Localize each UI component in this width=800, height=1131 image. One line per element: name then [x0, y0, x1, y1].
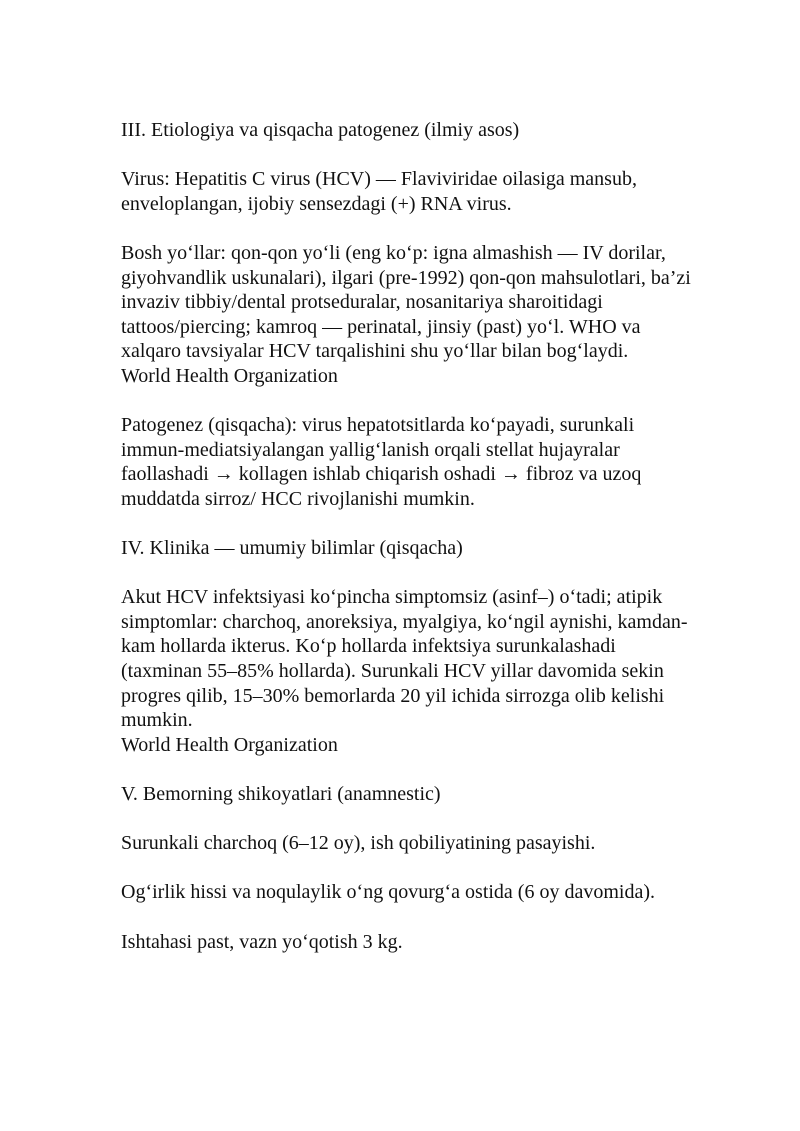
- section-heading-etiology: III. Etiologiya va qisqacha patogenez (ilmiy asos): [121, 119, 520, 141]
- complaint-item: Og‘irlik hissi va noqulaylik o‘ng qovurg‘a ostida (6 oy davomida).: [121, 881, 655, 904]
- virus-paragraph: Virus: Hepatitis C virus (HCV) — Flaviviridae oilasiga mansub, enveloplangan, ijobiy sensezdagi (+) RNA virus.: [121, 168, 637, 215]
- complaint-item: Surunkali charchoq (6–12 oy), ish qobiliyatining pasayishi.: [121, 832, 596, 855]
- clinic-paragraph: Akut HCV infektsiyasi ko‘pincha simptomsiz (asinf–) o‘tadi; atipik simptomlar: charchoq, anoreksiya, myalgiya, ko‘ngil aynishi, kamdan-kam hollarda ikterus. Ko‘p hollarda infektsiya surunkalashadi (taxminan 55–85% hollarda). Surunkali HCV yillar davomida sekin progres qilib, 15–30% bemorlarda 20 yil ichida sirrozga olib kelishi mumkin.: [121, 586, 688, 732]
- source-citation: World Health Organization: [121, 733, 338, 756]
- section-heading-clinic: IV. Klinika — umumiy bilimlar (qisqacha): [121, 537, 463, 560]
- source-citation: World Health Organization: [121, 364, 338, 387]
- complaint-item: Ishtahasi past, vazn yo‘qotish 3 kg.: [121, 930, 403, 953]
- document-body: [121, 118, 691, 979]
- pathogenesis-paragraph: Patogenez (qisqacha): virus hepatotsitlarda ko‘payadi, surunkali immun-mediatsiyalangan yallig‘lanish orqali stellat hujayralar faollashadi → kollagen ishlab chiqarish oshadi → fibroz va uzoq muddatda sirroz/ HCC rivojlanishi mumkin.: [121, 414, 642, 510]
- section-heading-complaints: V. Bemorning shikoyatlari (anamnestic): [121, 783, 441, 806]
- transmission-routes-paragraph: Bosh yo‘llar: qon-qon yo‘li (eng ko‘p: igna almashish — IV dorilar, giyohvandlik uskunalari), ilgari (pre-1992) qon-qon mahsulotlari, ba’zi invaziv tibbiy/dental protseduralar, nosanitariya sharoitidagi tattoos/piercing; kamroq — perinatal, jinsiy (past) yo‘l. WHO va xalqaro tavsiyalar HCV tarqalishini shu yo‘llar bilan bog‘laydi.: [121, 241, 691, 363]
